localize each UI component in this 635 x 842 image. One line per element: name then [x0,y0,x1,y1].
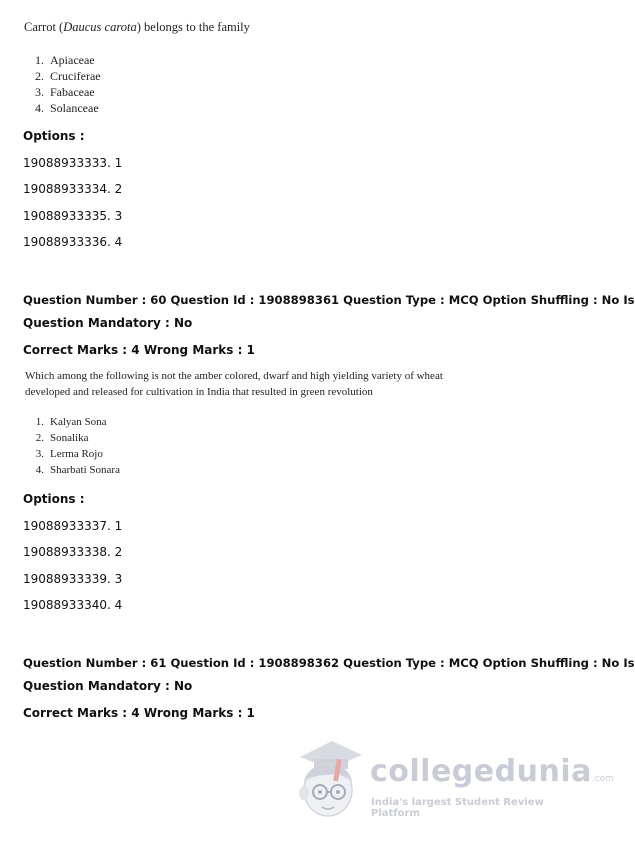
option-id: 19088933337. 1 [23,519,123,533]
option-id: 19088933334. 2 [23,182,123,196]
question-mandatory: Question Mandatory : No [23,679,193,693]
option-id: 19088933333. 1 [23,156,123,170]
brand-name: collegedunia [370,754,592,789]
brand-domain: .com [591,774,614,784]
option-id: 19088933340. 4 [23,598,123,612]
question-header: Question Number : 61 Question Id : 1908898362 Question Type : MCQ Option Shuffling : No Is [23,656,635,670]
answer-choice: 2. Sonalika [35,432,89,444]
answer-choice: 3. Fabaceae [35,85,95,99]
option-id: 19088933335. 3 [23,209,123,223]
options-label: Options : [23,492,85,506]
question-marks: Correct Marks : 4 Wrong Marks : 1 [23,343,255,357]
mascot-logo-icon [290,735,370,825]
watermark-tagline: India's largest Student Review Platform [371,797,544,819]
answer-choice: 4. Solanceae [35,101,99,115]
answer-choice: 4. Sharbati Sonara [35,464,120,476]
answer-choice: 1. Apiaceae [35,53,95,67]
options-label: Options : [23,129,85,143]
stem-text: Carrot ( [24,20,64,34]
option-id: 19088933338. 2 [23,545,123,559]
answer-choice-list [22,414,120,478]
answer-choice: 2. Cruciferae [35,69,101,83]
question-marks: Correct Marks : 4 Wrong Marks : 1 [23,706,255,720]
species-name: Daucus carota [63,20,137,34]
stem-line: Which among the following is not the amber colored, dwarf and high yielding variety of wheat [25,370,443,382]
question-header: Question Number : 60 Question Id : 1908898361 Question Type : MCQ Option Shuffling : No Is [23,293,635,307]
option-id: 19088933339. 3 [23,572,123,586]
answer-choice: 1. Kalyan Sona [35,416,107,428]
answer-choice: 3. Lerma Rojo [35,448,103,460]
watermark-brand [370,754,614,789]
question-mandatory: Question Mandatory : No [23,316,193,330]
answer-choice-list [22,52,101,116]
stem-line: developed and released for cultivation in India that resulted in green revolution [25,386,373,398]
option-id: 19088933336. 4 [23,235,123,249]
question-stem [24,20,250,35]
question-stem [25,368,443,400]
stem-text: ) belongs to the family [136,20,250,34]
